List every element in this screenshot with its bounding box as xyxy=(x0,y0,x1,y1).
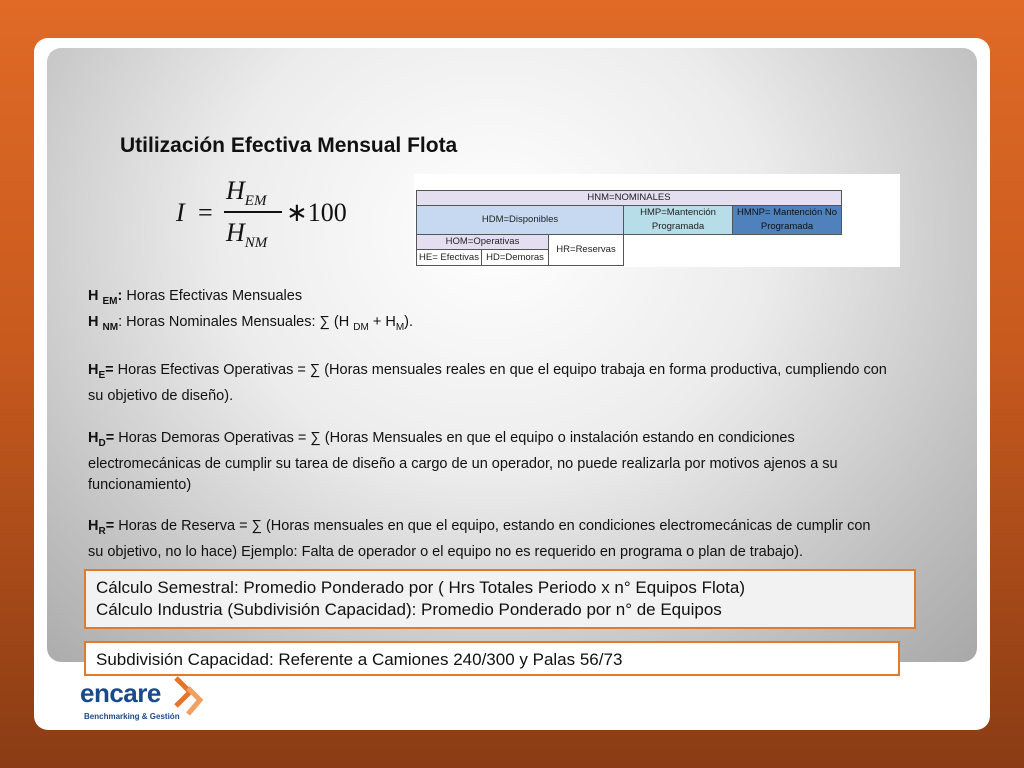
hd-subscript: D xyxy=(98,437,106,449)
hem-separator: : xyxy=(117,288,123,304)
calculation-semestral: Cálculo Semestral: Promedio Ponderado por ( Hrs Totales Periodo x n° Equipos Flota) xyxy=(96,578,746,597)
he-label: H xyxy=(88,361,99,378)
formula-equals: = xyxy=(198,198,213,227)
hr-equals: = xyxy=(105,518,115,535)
hnm-text-b: + H xyxy=(368,314,396,331)
hnm-text-c: ). xyxy=(404,314,414,331)
calculation-industria: Cálculo Industria (Subdivisión Capacidad): Promedio Ponderado por n° de Equipos xyxy=(96,600,722,619)
encare-logo xyxy=(76,674,206,728)
hem-label: H xyxy=(88,288,99,304)
cell-mantencion-programada: HMP=Mantención Programada xyxy=(623,205,733,235)
logo-word: encare xyxy=(80,678,161,708)
formula-numerator xyxy=(226,176,266,210)
capacity-text: Subdivisión Capacidad: Referente a Camiones 240/300 y Palas 56/73 xyxy=(96,650,623,669)
denominator-subscript: NM xyxy=(244,235,268,252)
numerator-symbol: H xyxy=(226,176,245,205)
definition-hd xyxy=(88,428,888,495)
hnm-subscript-m: M xyxy=(395,322,405,334)
utilization-formula xyxy=(176,176,356,256)
hd-label: H xyxy=(88,429,99,446)
hr-subscript: R xyxy=(98,525,106,537)
hr-text: Horas de Reserva = ∑ (Horas mensuales en que el equipo, estando en condiciones electromecánicas de cumplir con su objetivo, no lo hace) Ejemplo: Falta de operador o el equipo no es requerido en programa o plan de trabajo). xyxy=(88,518,871,561)
hours-breakdown-table xyxy=(414,174,900,267)
hr-label: H xyxy=(88,518,99,535)
he-equals: = xyxy=(105,361,114,378)
hnm-text-a: : Horas Nominales Mensuales: ∑ (H xyxy=(118,314,354,331)
definition-hnm xyxy=(88,312,888,338)
definition-hr xyxy=(88,516,888,563)
hem-subscript: EM xyxy=(102,295,118,307)
formula-denominator xyxy=(226,218,267,252)
hd-equals: = xyxy=(105,429,115,446)
spacer xyxy=(88,407,888,428)
definition-hem xyxy=(88,286,888,312)
formula-multiplier: ∗100 xyxy=(286,198,347,227)
numerator-subscript: EM xyxy=(244,193,267,210)
definitions-block xyxy=(88,286,888,563)
cell-nominales: HNM=NOMINALES xyxy=(416,190,842,206)
slide-title: Utilización Efectiva Mensual Flota xyxy=(120,134,458,157)
cell-mantencion-no-programada: HMNP= Mantención No Programada xyxy=(732,205,842,235)
spacer xyxy=(88,339,888,360)
formula-lhs: I xyxy=(176,198,185,227)
logo-tagline: Benchmarking & Gestión xyxy=(84,712,180,721)
cell-efectivas: HE= Efectivas xyxy=(416,249,482,266)
fraction-bar xyxy=(224,211,282,213)
cell-reservas: HR=Reservas xyxy=(548,234,624,266)
definition-he xyxy=(88,360,888,407)
denominator-symbol: H xyxy=(226,218,245,247)
capacity-box xyxy=(84,641,900,676)
cell-demoras: HD=Demoras xyxy=(481,249,549,266)
hnm-subscript: NM xyxy=(102,322,119,334)
spacer xyxy=(88,495,888,516)
hnm-subscript-dm: DM xyxy=(353,322,369,334)
he-text: Horas Efectivas Operativas = ∑ (Horas mensuales reales en que el equipo trabaja en forma productiva, cumpliendo con su objetivo de diseño). xyxy=(88,361,887,405)
calculation-box xyxy=(84,569,916,629)
cell-disponibles: HDM=Disponibles xyxy=(416,205,624,235)
cell-operativas: HOM=Operativas xyxy=(416,234,549,250)
hd-text: Horas Demoras Operativas = ∑ (Horas Mensuales en que el equipo o instalación estando en condiciones electromecánicas de cumplir su tarea de diseño a cargo de un operador, no puede realizarla por motivos ajenos a su funcionamiento) xyxy=(88,429,838,493)
hnm-label: H xyxy=(88,314,99,331)
hem-text: Horas Efectivas Mensuales xyxy=(122,288,303,304)
he-subscript: E xyxy=(98,369,106,381)
